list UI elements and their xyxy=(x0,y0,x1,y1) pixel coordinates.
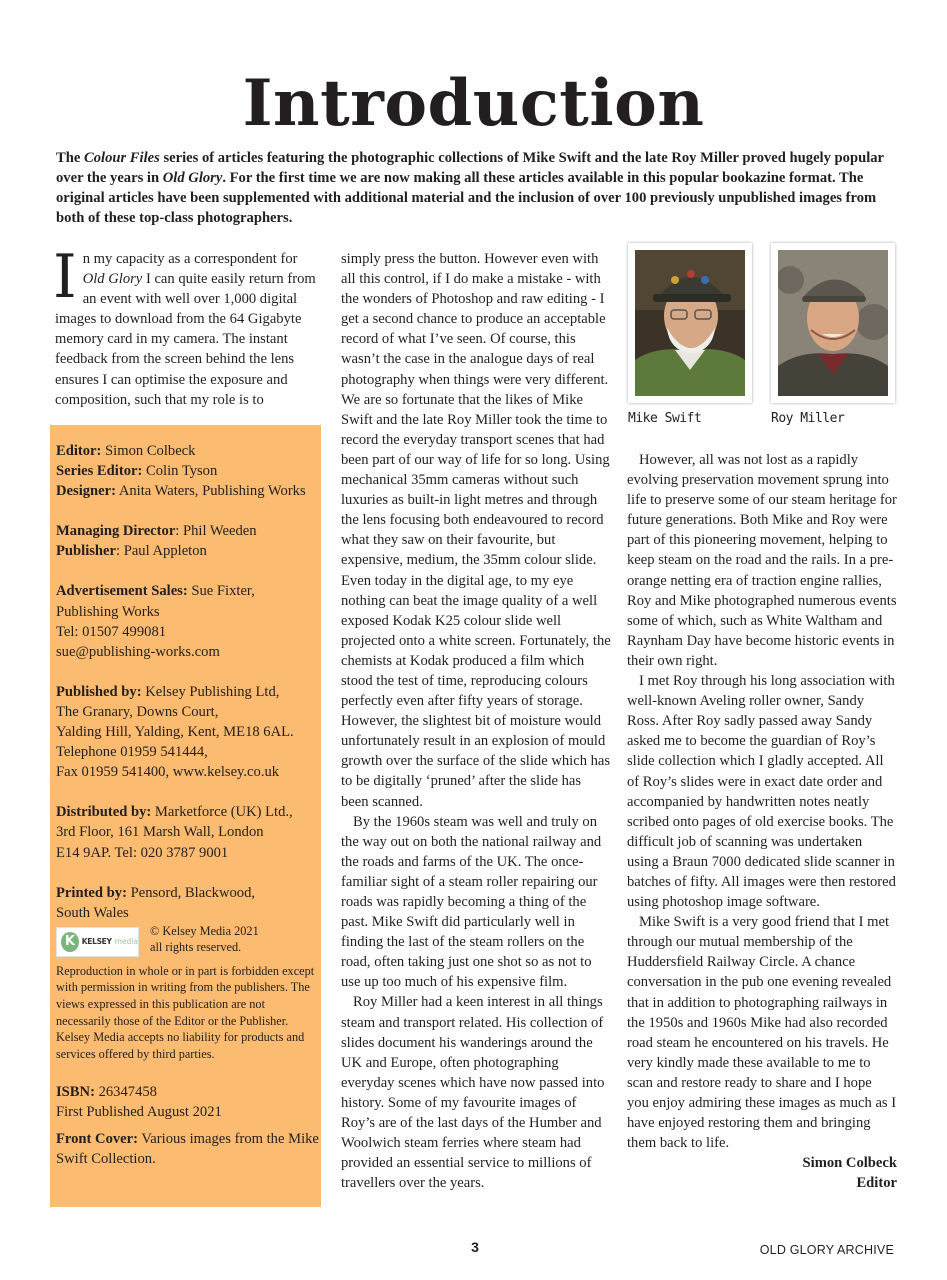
caption-mike-swift: Mike Swift xyxy=(628,411,702,426)
column-2 xyxy=(341,249,611,1193)
column-3 xyxy=(627,450,897,1193)
credits-box xyxy=(50,425,321,1207)
drop-cap: I xyxy=(53,242,77,312)
credits-distribution: Distributed by: Marketforce (UK) Ltd., 3rd Floor, 161 Marsh Wall, London E14 9AP. Tel: 020 3787 9001 xyxy=(56,804,293,861)
old-glory-italic: Old Glory xyxy=(162,170,223,186)
column-1 xyxy=(53,242,321,410)
body-paragraph: Roy Miller had a keen interest in all things steam and transport related. His collection of slides document his wanderings around the UK and Europe, often photographing everyday scenes which have now passed into history. Some of my favourite images of Roy’s are of the last days of the Humber and Woolwich steam ferries where steam had provided an essential service to millions of travellers over the years. xyxy=(341,994,605,1192)
page-number: 3 xyxy=(471,1239,479,1255)
kelsey-media-logo: K KELSEY media xyxy=(56,927,139,957)
body-paragraph: Mike Swift is a very good friend that I met through our mutual membership of the Huddersfield Railway Circle. A chance conversation in the pub one evening revealed that in addition to photographing railways in the 1950s and 1960s Mike had also recorded road steam he encountered on his travels. He very kindly made these available to me to scan and restore ready to share and I hope you enjoy admiring these images as much as I have enjoyed restoring them and bringing them back to life. xyxy=(627,914,897,1152)
photo-mike-swift xyxy=(628,243,752,403)
body-paragraph: simply press the button. However even with all this control, if I do make a mistake - with the wonders of Photoshop and raw editing - I get a second chance to produce an acceptable record of what I’ve seen. Of course, this wasn’t the case in the analogue days of real photography when things were very different. We are so fortunate that the likes of Mike Swift and the late Roy Miller took the time to record the everyday transport scenes that had been part of our way of life for so long. Using mechanical 35mm cameras without such luxuries as built-in light metres and through the lens focusing both endeavoured to record what they saw on their favourite, but expensive, medium, the 35mm colour slide. Even today in the digital age, to my eye nothing can beat the image quality of a well exposed Kodak K25 colour slide well projected onto a white screen. Fortunately, the chemists at Kodak produced a film which stood the test of time, reproducing colours perfectly even after fifty years of storage. However, the slightest bit of moisture would unfortunately result in an explosion of mould growth over the surface of the slide which has to be digitally ‘pruned’ after the slide has been scanned. xyxy=(341,251,611,810)
disclaimer: Reproduction in whole or in part is forbidden except with permission in writing from the publishers. The views expressed in this publication are not necessarily those of the Editor or the Publisher. Kelsey Media accepts no liability for products and services offered by third parties. xyxy=(56,963,315,1061)
body-paragraph: By the 1960s steam was well and truly on the way out on both the national railway and the roads and farms of the UK. The once-familiar sight of a steam roller repairing our roads was rapidly becoming a thing of the past. Mike Swift did particularly well in finding the last of the steam rollers on the road, often taking just one shot so as not to use up too much of his expensive film. xyxy=(341,813,602,991)
colour-files-italic: Colour Files xyxy=(83,150,160,166)
signature-name: Simon Colbeck xyxy=(802,1155,897,1172)
page-title: Introduction xyxy=(242,66,705,141)
kelsey-logo-mark: K xyxy=(61,932,79,952)
intro-standfirst: The Colour Files series of articles featuring the photographic collections of Mike Swift and the late Roy Miller proved hugely popular over the years in Old Glory. For the first time we are now making all these articles available in this popular bookazine format. The original articles have been supplemented with additional material and the inclusion of over 100 previously unpublished images from both of these top-class photographers. xyxy=(56,150,884,226)
opening-paragraph: In my capacity as a correspondent for Old Glory I can quite easily return from an event with well over 1,000 digital images to download from the 64 Gigabyte memory card in my camera. The instant feedback from the screen behind the lens ensures I can optimise the exposure and composition, such that my role is to xyxy=(53,242,316,408)
running-title: OLD GLORY ARCHIVE xyxy=(759,1243,894,1257)
signature-role: Editor xyxy=(856,1175,897,1192)
copyright-notice: © Kelsey Media 2021 all rights reserved. xyxy=(150,923,259,955)
logo-row xyxy=(56,923,321,957)
credits-advertising: Advertisement Sales: Sue Fixter, Publishing Works Tel: 01507 499081 sue@publishing-works.com xyxy=(56,583,255,660)
credits-isbn: ISBN: 26347458 First Published August 2021 xyxy=(56,1084,222,1121)
body-paragraph: I met Roy through his long association with well-known Aveling roller owner, Sandy Ross. After Roy sadly passed away Sandy asked me to become the guardian of Roy’s slide collection which I gladly accepted. All of Roy’s slides were in exact date order and accompanied by handwritten notes neatly scribed onto pages of old exercise books. The difficult job of scanning was undertaken using a Braun 7000 dedicated slide scanner in batches of fifty. All images were then restored using photoshop image software. xyxy=(627,673,896,911)
credits-printer: Printed by: Pensord, Blackwood, South Wales xyxy=(56,884,256,921)
body-paragraph: However, all was not lost as a rapidly evolving preservation movement sprung into life to preserve some of our steam heritage for future generations. Both Mike and Roy were part of this pioneering movement, helping to keep steam on the road and the rails. In a pre-orange netting era of traction engine rallies, Roy and Mike photographed numerous events some of which, such as White Waltham and Raynham Day have become historic events in their own right. xyxy=(627,452,897,669)
roy-miller-portrait xyxy=(778,250,888,396)
credits-publisher-address: Published by: Kelsey Publishing Ltd, The Granary, Downs Court, Yalding Hill, Yalding, Kent, ME18 6AL. Telephone 01959 541444, Fax 01959 541400, www.kelsey.co.uk xyxy=(56,683,294,781)
signature xyxy=(627,1153,897,1193)
credits-editors: Editor: Simon Colbeck Series Editor: Colin Tyson Designer: Anita Waters, Publishing Works xyxy=(56,443,306,500)
photo-roy-miller xyxy=(771,243,895,403)
caption-roy-miller: Roy Miller xyxy=(771,411,845,426)
mike-swift-portrait xyxy=(635,250,745,396)
credits-management: Managing Director: Phil Weeden Publisher: Paul Appleton xyxy=(56,523,257,560)
credits-front-cover: Front Cover: Various images from the Mike Swift Collection. xyxy=(56,1130,319,1167)
